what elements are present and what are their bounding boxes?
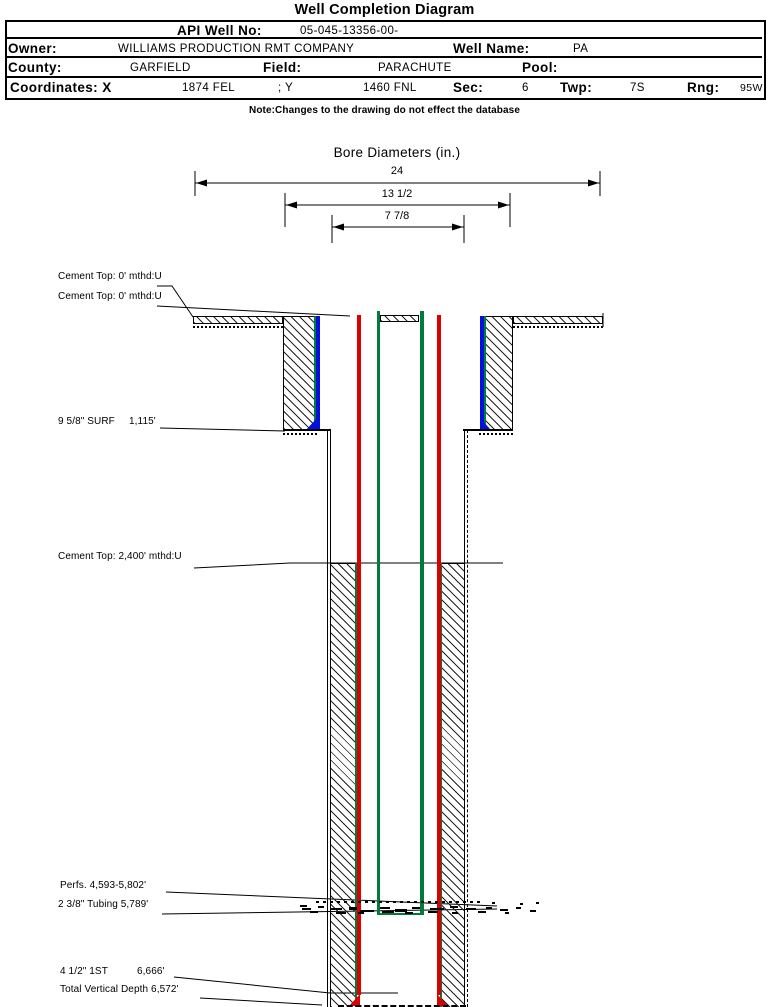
prod-depth-label: 6,666' [137,966,165,977]
right-surface-cement-column [484,316,513,430]
tvd-label: Total Vertical Depth 6,572' [60,984,179,995]
owner-value: WILLIAMS PRODUCTION RMT COMPANY [118,43,355,55]
perf-dash [505,912,509,914]
cement-top2-leader [157,306,350,316]
perf-dash [310,911,318,913]
coordinate-y-label: ; Y [278,82,294,94]
perf-dash [302,908,311,910]
perf-dash [477,901,480,903]
api-well-no-label: API Well No: [177,23,262,38]
right-borehole-wall-outer [467,430,468,1007]
tubing-label: 2 3/8" Tubing 5,789' [58,899,149,910]
field-label: Field: [263,60,302,75]
perf-dash [500,909,508,911]
bore-diameters-title: Bore Diameters (in.) [333,145,461,160]
dim13-right-arrow-icon [498,202,509,209]
perf-dash [407,901,410,903]
perf-dash [520,903,523,905]
left-surf-casing [316,316,320,430]
perf-dash [358,912,364,914]
perf-dash [435,901,438,903]
left-borehole-wall-outer [327,430,328,1007]
right-borehole-wall-inner [464,430,465,1007]
tubing-bottom [377,913,424,915]
perf-dash [492,902,495,904]
well-name-value: PA [573,43,589,55]
sec-label: Sec: [453,80,484,95]
perf-dash [380,907,390,909]
perf-dash [330,908,342,910]
county-value: GARFIELD [130,62,191,74]
prod-casing-label: 4 1/2" 1ST [60,966,108,977]
right-flange-gravel [513,324,603,328]
prod-casing-leader [174,977,398,993]
perf-dash [386,901,389,903]
database-note: Note:Changes to the drawing do not effect the database [249,105,520,116]
perf-dash [428,901,431,903]
field-value: PARACHUTE [378,62,452,74]
owner-label: Owner: [8,41,57,56]
bore-dim-24-label: 24 [390,165,404,177]
left-prod-casing [357,315,361,995]
perf-dash [379,901,382,903]
perf-dash [365,901,368,903]
cement-top2-label: Cement Top: 0' mthd:U [58,291,162,302]
perf-dash [318,906,324,908]
right-production-cement [441,563,464,1007]
cement-top3-label: Cement Top: 2,400' mthd:U [58,551,182,562]
perf-dash [530,910,536,912]
right-tubing [420,311,424,915]
perf-dash [405,912,413,914]
coordinate-y-value: 1460 FNL [363,82,417,94]
perf-dash [463,901,466,903]
perf-dash [470,901,473,903]
perf-dash [412,907,420,909]
well-name-label: Well Name: [453,41,530,56]
right-shoe-fill [479,431,513,435]
perf-dash [450,906,458,908]
twp-value: 7S [630,82,645,94]
perf-dash [300,905,307,907]
dim24-left-arrow-icon [196,180,207,187]
dim24-right-arrow-icon [588,180,599,187]
dim13-left-arrow-icon [286,202,297,209]
surf-casing-label: 9 5/8" SURF [58,416,115,427]
perf-dash [452,912,458,914]
pool-label: Pool: [522,60,558,75]
perf-dash [421,901,424,903]
perf-dash [382,911,394,913]
perfs-label: Perfs. 4,593-5,802' [60,880,147,891]
left-flange-gravel [193,324,283,328]
perf-dash [316,901,319,903]
left-shoe-fill [283,431,317,435]
rng-value: 95W [740,82,763,94]
rng-label: Rng: [687,80,720,95]
api-well-no-value: 05-045-13356-00- [300,25,399,37]
perf-dash [536,902,539,904]
perf-dash [337,901,340,903]
county-label: County: [8,60,62,75]
page-title: Well Completion Diagram [294,2,475,18]
cement-top1-leader [157,286,193,317]
wellhead-center-strip [380,315,419,322]
cement-top1-label: Cement Top: 0' mthd:U [58,271,162,282]
perf-dash [414,901,417,903]
left-surface-flange [193,316,283,324]
perf-dash [430,908,444,910]
sec-value: 6 [522,82,529,94]
perf-dash [442,901,445,903]
perf-dash [456,901,459,903]
left-production-cement [331,563,355,1007]
left-tubing [377,311,381,915]
dim7-right-arrow-icon [452,224,463,231]
surf-depth-label: 1,115' [129,416,156,427]
perf-dash [358,901,361,903]
perf-dash [466,908,476,910]
bore-dim-13half-label: 13 1/2 [381,188,413,200]
right-surface-flange [513,316,603,324]
right-surf-casing-outer-line [484,316,486,430]
perf-dash [486,907,492,909]
right-prod-casing [437,315,441,995]
perf-dash [330,901,333,903]
tvd-leader [200,998,322,1005]
perf-dash [344,901,347,903]
surf-casing-leader [160,428,285,431]
perf-dash [428,911,438,913]
perf-dash [336,912,346,914]
coordinates-label: Coordinates: X [10,80,112,95]
left-surface-cement-column [283,316,315,430]
perf-dash [478,911,486,913]
dim7-left-arrow-icon [333,224,344,231]
perf-dash [449,901,452,903]
hole-bottom-fill [338,1002,466,1007]
perf-dash [349,907,357,910]
perf-dash [323,901,326,903]
bore-dim-7seven8-label: 7 7/8 [384,210,410,222]
perf-dash [372,901,375,903]
perf-dash [400,901,403,903]
coordinate-x-value: 1874 FEL [182,82,236,94]
perf-dash [516,907,521,909]
perf-dash [351,901,354,903]
twp-label: Twp: [560,80,593,95]
perf-dash [393,901,396,903]
